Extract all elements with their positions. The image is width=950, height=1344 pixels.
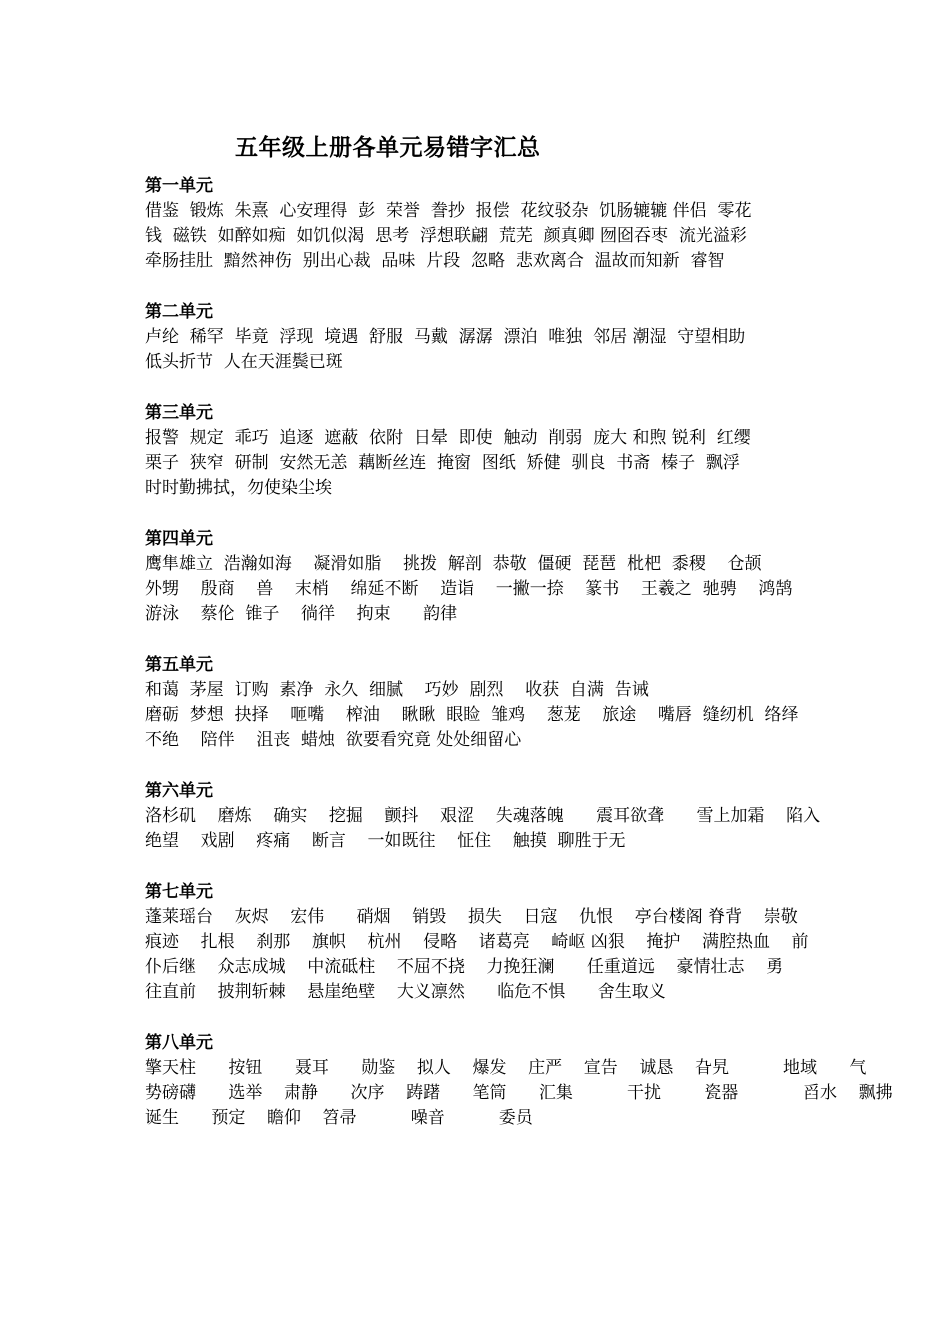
- unit-section: [145, 401, 815, 501]
- unit-title: 第七单元: [145, 882, 213, 902]
- unit-section: [145, 1031, 893, 1131]
- word-list-line: 绝望 戏剧 疼痛 断言 一如既往 怔住 触摸 聊胜于无: [145, 831, 626, 851]
- word-list-line: 栗子 狭窄 研制 安然无恙 藕断丝连 掩窗 图纸 矫健 驯良 书斋 榛子 飘浮: [145, 453, 740, 473]
- word-list-line: 洛杉矶 磨炼 确实 挖掘 颤抖 艰涩 失魂落魄 震耳欲聋 雪上加霜 陷入: [145, 806, 821, 826]
- word-list-line: 低头折节 人在天涯鬓已斑: [145, 352, 343, 372]
- word-list-line: 蓬莱瑶台 灰烬 宏伟 硝烟 销毁 损失 日寇 仇恨 亭台楼阁 脊背 崇敬: [145, 907, 798, 927]
- unit-section: [145, 527, 815, 627]
- unit-section: [145, 300, 815, 375]
- word-list-line: 牵肠挂肚 黯然神伤 别出心裁 品味 片段 忽略 悲欢离合 温故而知新 睿智: [145, 251, 725, 271]
- word-list-line: 钱 磁铁 如醉如痴 如饥似渴 思考 浮想联翩 荒芜 颜真卿 囫囵吞枣 流光溢彩: [145, 226, 747, 246]
- word-list-line: 不绝 陪伴 沮丧 蜡烛 欲要看究竟 处处细留心: [145, 730, 522, 750]
- unit-title: 第六单元: [145, 781, 213, 801]
- unit-title: 第五单元: [145, 655, 213, 675]
- word-list-line: 痕迹 扎根 刹那 旗帜 杭州 侵略 诸葛亮 崎岖 凶狠 掩护 满腔热血 前: [145, 932, 809, 952]
- unit-section: [145, 653, 815, 753]
- unit-title: 第三单元: [145, 403, 213, 423]
- word-list-line: 借鉴 锻炼 朱熹 心安理得 彭 荣誉 誊抄 报偿 花纹驳杂 饥肠辘辘 伴侣 零花: [145, 201, 752, 221]
- unit-title: 第八单元: [145, 1033, 213, 1053]
- unit-title: 第四单元: [145, 529, 213, 549]
- word-list-line: 鹰隼雄立 浩瀚如海 凝滑如脂 挑拨 解剖 恭敬 僵硬 琵琶 枇杷 黍稷 仓颉: [145, 554, 762, 574]
- word-list-line: 往直前 披荆斩棘 悬崖绝壁 大义凛然 临危不惧 舍生取义: [145, 982, 666, 1002]
- word-list-line: 和蔼 茅屋 订购 素净 永久 细腻 巧妙 剧烈 收获 自满 告诫: [145, 680, 649, 700]
- unit-section: [145, 174, 815, 274]
- word-list-line: 势磅礴 选举 肃静 次序 踌躇 笔筒 汇集 干扰 瓷器 舀水 飘拂: [145, 1083, 893, 1103]
- word-list-line: 仆后继 众志成城 中流砥柱 不屈不挠 力挽狂澜 任重道远 豪情壮志 勇: [145, 957, 784, 977]
- document-title: 五年级上册各单元易错字汇总: [235, 135, 541, 161]
- word-list-line: 游泳 蔡伦 锥子 徜徉 拘束 韵律: [145, 604, 458, 624]
- word-list-line: 时时勤拂拭，勿使染尘埃: [145, 478, 332, 498]
- word-list-line: 外甥 殷商 兽 末梢 绵延不断 造诣 一撇一捺 篆书 王羲之 驰骋 鸿鹄: [145, 579, 793, 599]
- word-list-line: 卢纶 稀罕 毕竟 浮现 境遇 舒服 马戴 潺潺 漂泊 唯独 邻居 潮湿 守望相助: [145, 327, 746, 347]
- word-list-line: 报警 规定 乖巧 追逐 遮蔽 依附 日晕 即使 触动 削弱 庞大 和煦 锐利 红缨: [145, 428, 751, 448]
- word-list-line: 擎天柱 按钮 聂耳 勋鉴 拟人 爆发 庄严 宣告 诚恳 旮旯 地域 气: [145, 1058, 867, 1078]
- unit-title: 第一单元: [145, 176, 213, 196]
- unit-title: 第二单元: [145, 302, 213, 322]
- unit-section: [145, 779, 821, 854]
- unit-section: [145, 880, 815, 1005]
- word-list-line: 磨砺 梦想 抉择 咂嘴 榨油 瞅瞅 眼睑 雏鸡 葱茏 旅途 嘴唇 缝纫机 络绎: [145, 705, 799, 725]
- document-page: [145, 128, 893, 1157]
- word-list-line: 诞生 预定 瞻仰 笤帚 噪音 委员: [145, 1108, 533, 1128]
- units-container: [145, 174, 893, 1131]
